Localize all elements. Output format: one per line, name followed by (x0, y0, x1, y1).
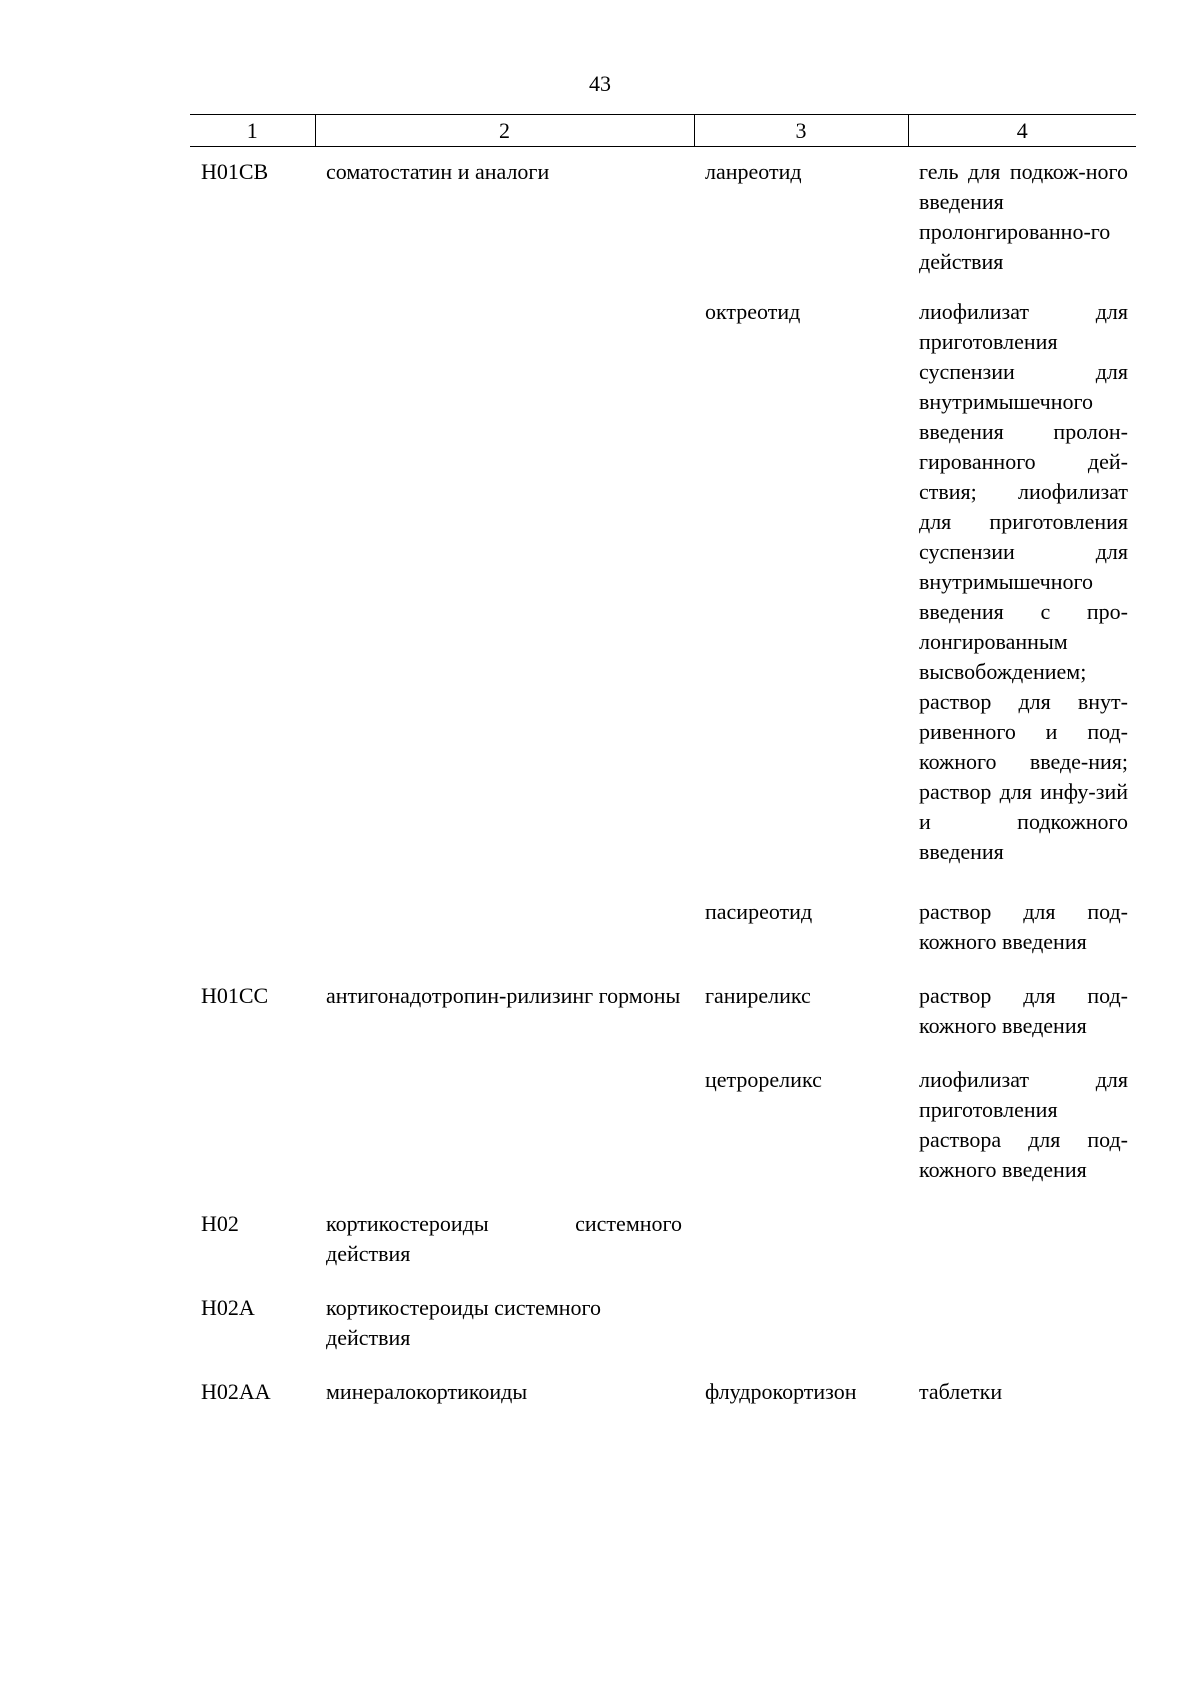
column-header-4: 4 (908, 115, 1136, 147)
anatomical-therapeutic-group (315, 1041, 694, 1185)
atc-code: H02A (201, 1295, 255, 1320)
anatomical-therapeutic-group (315, 277, 694, 867)
atc-code: H01CB (201, 159, 269, 184)
anatomical-therapeutic-group: минералокортикоиды (326, 1379, 528, 1404)
anatomical-therapeutic-group (315, 867, 694, 957)
anatomical-therapeutic-group: антигонадотропин-рилизинг гормоны (326, 983, 681, 1008)
drug-table (190, 114, 1136, 1407)
dosage-forms: раствор для под-кожного введения (919, 983, 1128, 1038)
dosage-forms (908, 1185, 1136, 1269)
table-row (190, 1353, 1136, 1407)
table-header (190, 115, 1136, 147)
drug-name (694, 1269, 908, 1353)
table-row (190, 147, 1136, 278)
atc-code: H01CC (201, 983, 269, 1008)
atc-code: H02AA (201, 1379, 271, 1404)
drug-name: флудрокортизон (705, 1379, 857, 1404)
column-header-1: 1 (190, 115, 315, 147)
column-header-2: 2 (315, 115, 694, 147)
atc-code (190, 277, 315, 867)
drug-name: пасиреотид (705, 899, 813, 924)
atc-code (190, 867, 315, 957)
table-row (190, 1185, 1136, 1269)
anatomical-therapeutic-group: соматостатин и аналоги (326, 159, 550, 184)
drug-name: ганиреликс (705, 983, 811, 1008)
table-row (190, 867, 1136, 957)
dosage-forms: лиофилизат для приготовления раствора для под-кожного введения (919, 1067, 1128, 1182)
dosage-forms (908, 1269, 1136, 1353)
drug-name: цетрореликс (705, 1067, 822, 1092)
table-row (190, 957, 1136, 1041)
table-row (190, 1269, 1136, 1353)
drug-name (694, 1185, 908, 1269)
page-number: 43 (589, 71, 611, 96)
drug-name: октреотид (705, 299, 801, 324)
dosage-forms: гель для подкож-ного введения пролонгированно-го действия (919, 159, 1128, 274)
table-row (190, 277, 1136, 867)
atc-code: H02 (201, 1211, 239, 1236)
table-row (190, 1041, 1136, 1185)
anatomical-therapeutic-group: кортикостероиды системного действия (326, 1295, 602, 1350)
dosage-forms: лиофилизат для приготовления суспензии для внутримышечного введения пролон-гированного дей-ствия; лиофилизат для приготовления суспензии для внутримышечного введения с про-лонгированным высвобождением; раствор для внут-ривенного и под-кожного введе-ния; раствор для инфу-зий и подкожного введения (919, 299, 1128, 864)
column-header-3: 3 (694, 115, 908, 147)
drug-name: ланреотид (705, 159, 802, 184)
atc-code (190, 1041, 315, 1185)
dosage-forms: раствор для под-кожного введения (919, 899, 1128, 954)
dosage-forms: таблетки (919, 1379, 1003, 1404)
anatomical-therapeutic-group: кортикостероиды системного действия (326, 1211, 682, 1266)
